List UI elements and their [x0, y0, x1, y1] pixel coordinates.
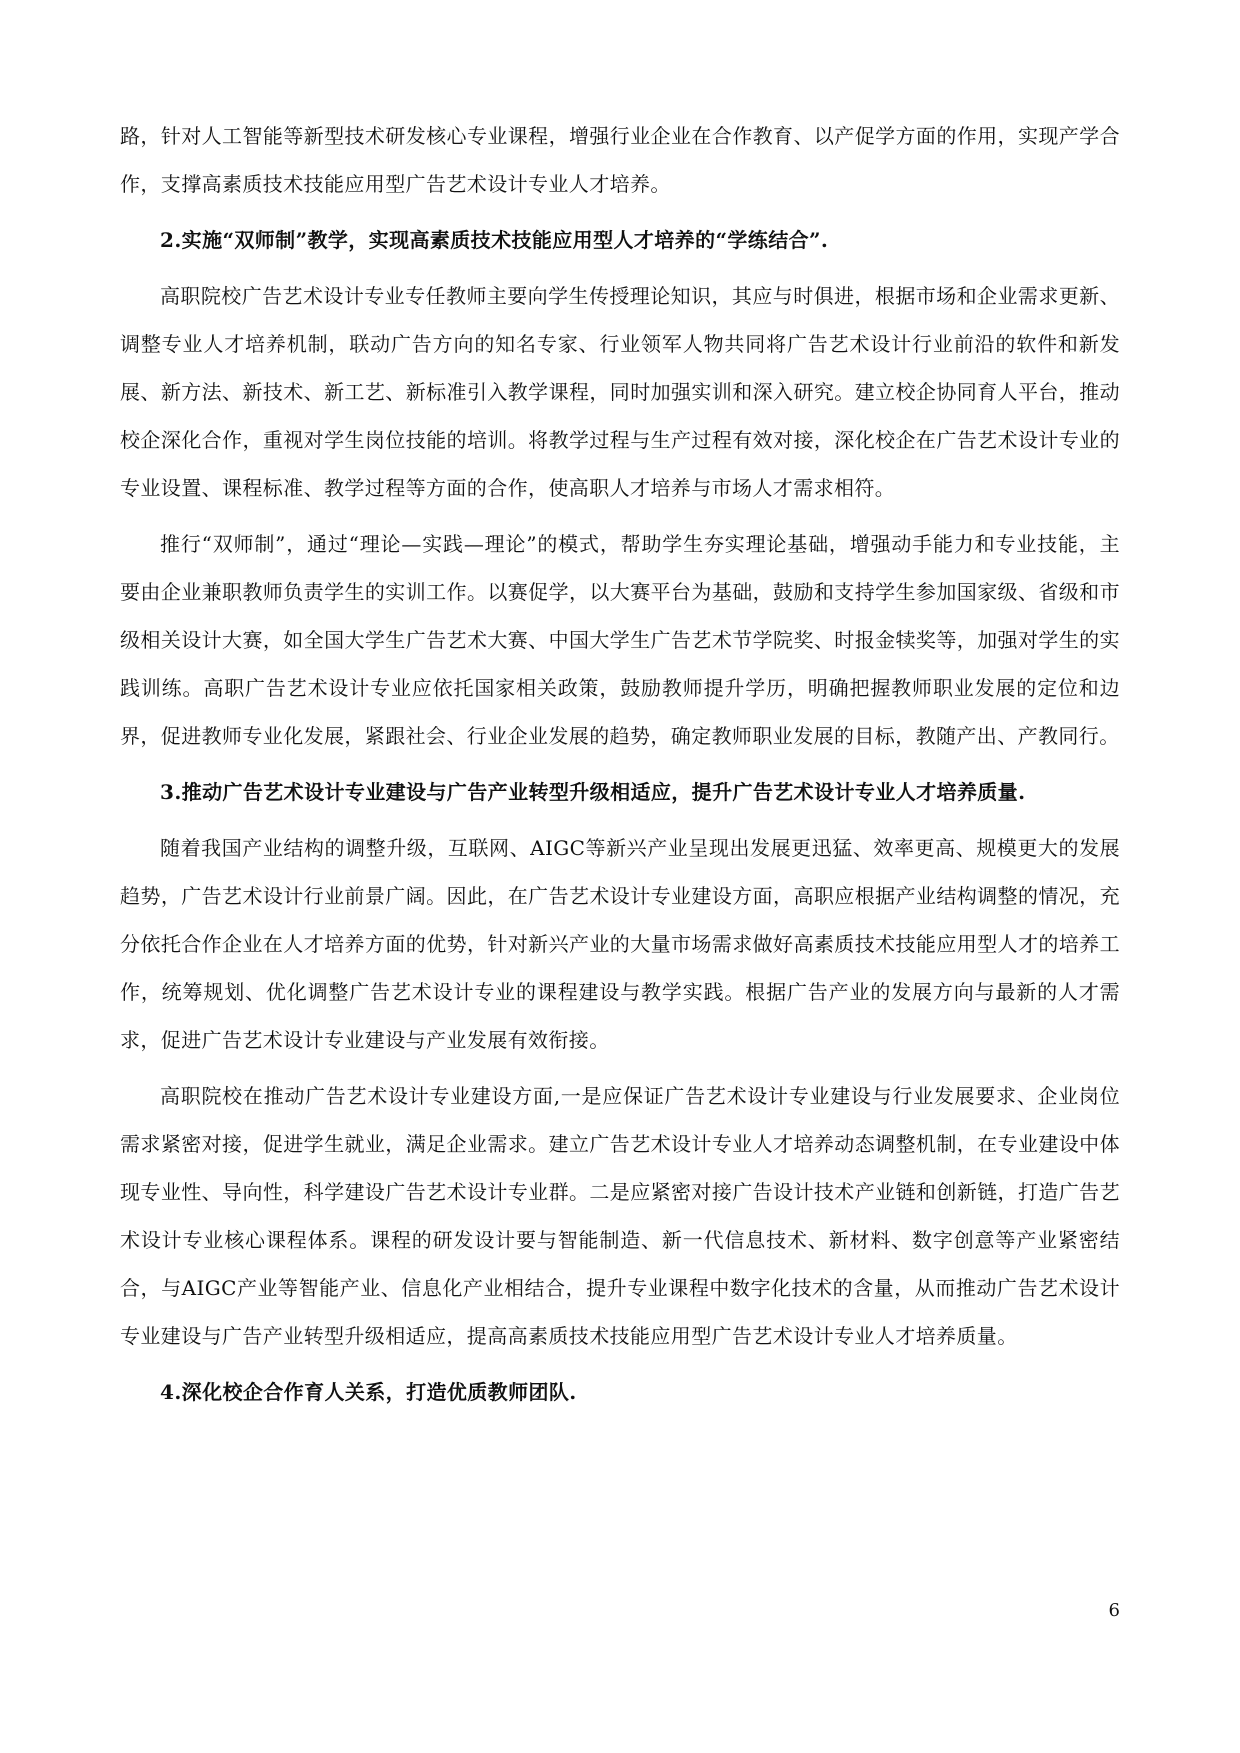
- section-heading-4: 4.深化校企合作育人关系，打造优质教师团队.: [160, 1380, 577, 1404]
- paragraph: 推行“双师制”，通过“理论—实践—理论”的模式，帮助学生夯实理论基础，增强动手能力和专业技能，主要由企业兼职教师负责学生的实训工作。以赛促学，以大赛平台为基础，鼓励和支持学生参加国家级、省级和市级相关设计大赛，如全国大学生广告艺术大赛、中国大学生广告艺术节学院奖、时报金犊奖等，加强对学生的实践训练。高职广告艺术设计专业应依托国家相关政策，鼓励教师提升学历，明确把握教师职业发展的定位和边界，促进教师专业化发展，紧跟社会、行业企业发展的趋势，确定教师职业发展的目标，教随产出、产教同行。: [120, 532, 1120, 748]
- paragraph: 高职院校在推动广告艺术设计专业建设方面,一是应保证广告艺术设计专业建设与行业发展要求、企业岗位需求紧密对接，促进学生就业，满足企业需求。建立广告艺术设计专业人才培养动态调整机制，在专业建设中体现专业性、导向性，科学建设广告艺术设计专业群。二是应紧密对接广告设计技术产业链和创新链，打造广告艺术设计专业核心课程体系。课程的研发设计要与智能制造、新一代信息技术、新材料、数字创意等产业紧密结合，与AIGC产业等智能产业、信息化产业相结合，提升专业课程中数字化技术的含量，从而推动广告艺术设计专业建设与广告产业转型升级相适应，提高高素质技术技能应用型广告艺术设计专业人才培养质量。: [120, 1084, 1120, 1348]
- paragraph-continuation: 路，针对人工智能等新型技术研发核心专业课程，增强行业企业在合作教育、以产促学方面的作用，实现产学合作，支撑高素质技术技能应用型广告艺术设计专业人才培养。: [120, 124, 1120, 196]
- paragraph: 随着我国产业结构的调整升级，互联网、AIGC等新兴产业呈现出发展更迅猛、效率更高、规模更大的发展趋势，广告艺术设计行业前景广阔。因此，在广告艺术设计专业建设方面，高职应根据产业结构调整的情况，充分依托合作企业在人才培养方面的优势，针对新兴产业的大量市场需求做好高素质技术技能应用型人才的培养工作，统筹规划、优化调整广告艺术设计专业的课程建设与教学实践。根据广告产业的发展方向与最新的人才需求，促进广告艺术设计专业建设与产业发展有效衔接。: [120, 836, 1120, 1052]
- paragraph: 高职院校广告艺术设计专业专任教师主要向学生传授理论知识，其应与时俱进，根据市场和企业需求更新、调整专业人才培养机制，联动广告方向的知名专家、行业领军人物共同将广告艺术设计行业前沿的软件和新发展、新方法、新技术、新工艺、新标准引入教学课程，同时加强实训和深入研究。建立校企协同育人平台，推动校企深化合作，重视对学生岗位技能的培训。将教学过程与生产过程有效对接，深化校企在广告艺术设计专业的专业设置、课程标准、教学过程等方面的合作，使高职人才培养与市场人才需求相符。: [120, 284, 1120, 500]
- section-heading-2: 2.实施“双师制”教学，实现高素质技术技能应用型人才培养的“学练结合”.: [160, 228, 829, 252]
- section-heading-3: 3.推动广告艺术设计专业建设与广告产业转型升级相适应，提升广告艺术设计专业人才培养质量.: [160, 780, 1026, 804]
- page-number: 6: [1108, 1600, 1120, 1621]
- document-body: [120, 112, 1120, 1424]
